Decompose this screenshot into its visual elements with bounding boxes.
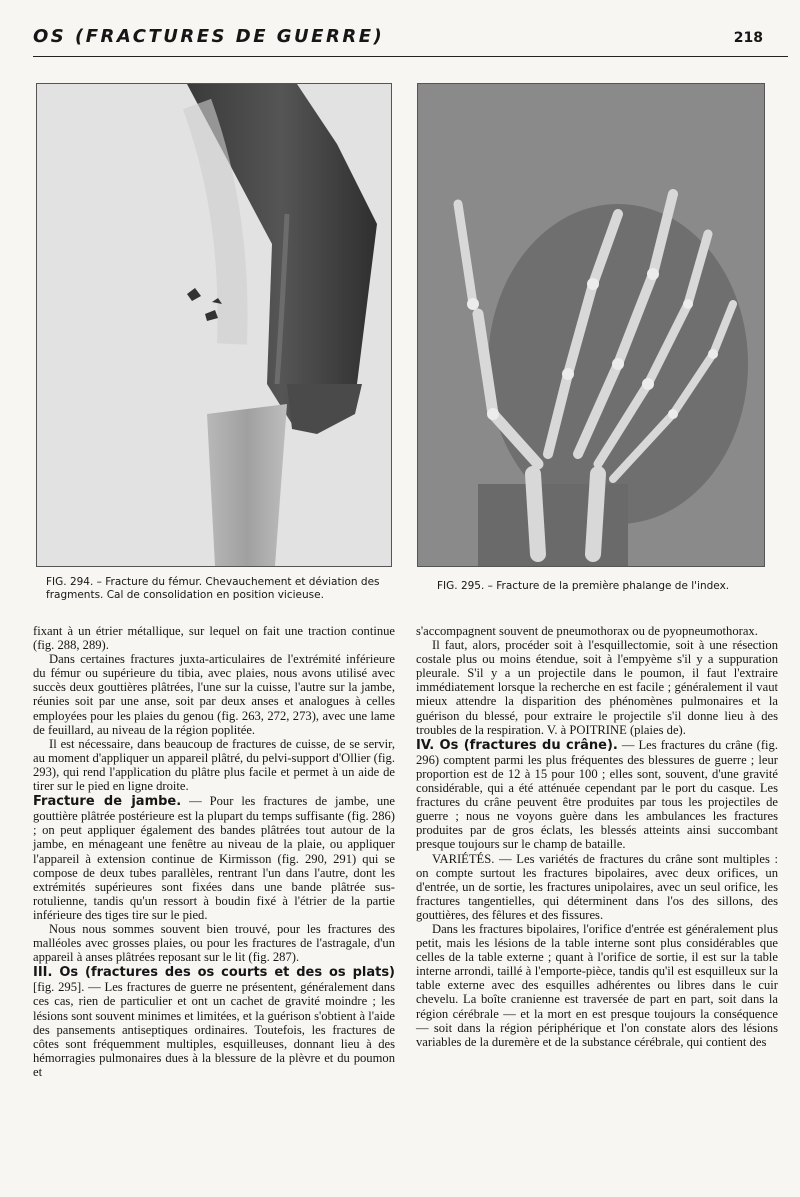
section-os-courts-plats: III. Os (fractures des os courts et des os plats) [fig. 295]. — Les fractures de guerre ne présentent, généralement dans ces cas, rien de particulier et ont un cachet de gravité moindre ; les lésions sont souvent minimes et limitées, et la guérison s'obtient à l'aide des pansements antiseptiques ordinaires. Toutefois, les fractures de côtes sont fréquemment multiples, esquilleuses, donnant lieu à des hémorragies pulmonaires dues à la blessure de la plèvre et du poumon et [33, 965, 395, 1079]
page-number: 218 [733, 30, 763, 46]
paragraph: fixant à un étrier métallique, sur lequel on fait une traction continue (fig. 288, 289). [33, 624, 395, 653]
figure-294-caption [46, 576, 386, 602]
figure-294-text: – Fracture du fémur. Chevauchement et déviation des fragments. Cal de consolidation en position vicieuse. [46, 576, 380, 601]
section-heading: IV. Os (fractures du crâne). [416, 737, 618, 753]
figure-295-label: FIG. 295. [437, 580, 485, 592]
header-rule [33, 56, 788, 57]
paragraph: VARIÉTÉS. — Les variétés de fractures du crâne sont multiples : on compte surtout les fractures bipolaires, avec deux orifices, un d'entrée, un de sortie, les fractures unipolaires, avec un seul orifice, les fractures tangentielles, qui déterminent dans l'os des sillons, des gouttières, des fêlures et des fissures. [416, 851, 778, 922]
paragraph: s'accompagnent souvent de pneumothorax ou de pyopneumothorax. [416, 624, 758, 638]
paragraph: Il faut, alors, procéder soit à l'esquillectomie, soit à une résection costale plus ou moins étendue, soit à l'empyème s'il y a suppuration pleurale. S'il y a un projectile dans le poumon, il faut l'extraire immédiatement lorsque la recherche en est facile ; généralement il vaut mieux attendre la disparition des phénomènes pulmonaires et la guérison du blessé, pour extraire le projectile s'il donne lieu à des troubles de la respiration. V. à POITRINE (plaies de). [416, 638, 778, 737]
figure-295-text: – Fracture de la première phalange de l'index. [484, 580, 730, 592]
figure-295-caption [437, 580, 757, 593]
section-heading: III. Os (fractures des os courts et des os plats) [33, 965, 395, 981]
paragraph: Dans certaines fractures juxta-articulaires de l'extrémité inférieure du fémur ou supérieure du tibia, avec plaies, nous avons utilisé avec succès deux gouttières plâtrées, l'une sur la cuisse, l'autre sur la jambe, réunies soit par une anse, soit par deux anses et analogues à celles employées pour les plaies du genou (fig. 263, 272, 273), avec une lame de feuillard, au niveau de la région poplitée. [33, 652, 395, 737]
paragraph: Nous nous sommes souvent bien trouvé, pour les fractures des malléoles avec grosses plaies, ou pour les fractures de l'astragale, d'un appareil à anses plâtrées reposant sur le lit (fig. 287). [33, 921, 395, 965]
section-heading: Fracture de jambe. [33, 794, 182, 810]
section-fractures-du-crane: IV. Os (fractures du crâne). — Les fractures du crâne (fig. 296) comptent parmi les plus fréquentes des blessures de guerre ; leur proportion est de 12 à 15 pour 100 ; elles sont, souvent, d'une gravité considérable, qui a été atténuée cependant par le port du casque. Les fractures du crâne peuvent être produites par tous les projectiles de guerre ; nous ne voyons guère dans les ambulances les fractures produites par de gros éclats, les blessés atteints ainsi succombant presque toujours sur le champ de bataille. [416, 737, 778, 852]
running-title: OS (FRACTURES DE GUERRE) [33, 26, 385, 47]
section-fracture-de-jambe: Fracture de jambe. — Pour les fractures de jambe, une gouttière plâtrée postérieure est la plupart du temps suffisante (fig. 286) ; on peut appliquer également des bandes plâtrées tout autour de la jambe, en ménageant une fenêtre au niveau de la plaie, ou appliquer l'appareil à extension continue de Kirmisson (fig. 290, 291) qui se compose de deux tubes parallèles, rentrant l'un dans l'autre, dont les extrémités supérieures sont fixées dans une bande plâtrée sus-rotulienne, tandis qu'un ressort à boudin fixé à l'étrier de la partie inférieure des tiges tire sur le pied. [33, 794, 395, 922]
paragraph: Il est nécessaire, dans beaucoup de fractures de cuisse, de se servir, au moment d'appliquer un appareil plâtré, du pelvi-support d'Ollier (fig. 293), qui rend l'application du plâtre plus facile et permet à un aide de tirer sur le pied en ligne droite. [33, 736, 395, 794]
paragraph: Dans les fractures bipolaires, l'orifice d'entrée est généralement plus petit, mais les lésions de la table interne sont plus considérables que celles de la table externe ; quant à l'orifice de sortie, il est sur la table interne arrondi, taillé à l'emporte-pièce, tandis qu'il est esquilleux sur la table externe avec des esquilles adhérentes ou libres dans le cuir chevelu. La boîte cranienne est traversée de part en part, soit dans la région cérébrale — et la mort en est presque toujours la conséquence — soit dans la région périphérique et l'on constate alors des lésions variables de la duremère et de la substance cérébrale, qui contient des [416, 921, 778, 1049]
figure-295-hand-xray [417, 83, 765, 567]
left-column [33, 624, 395, 1079]
page-header [33, 26, 763, 56]
right-column [416, 624, 778, 1049]
figure-294-femur-xray [36, 83, 392, 567]
figure-294-label: FIG. 294. [46, 576, 94, 588]
